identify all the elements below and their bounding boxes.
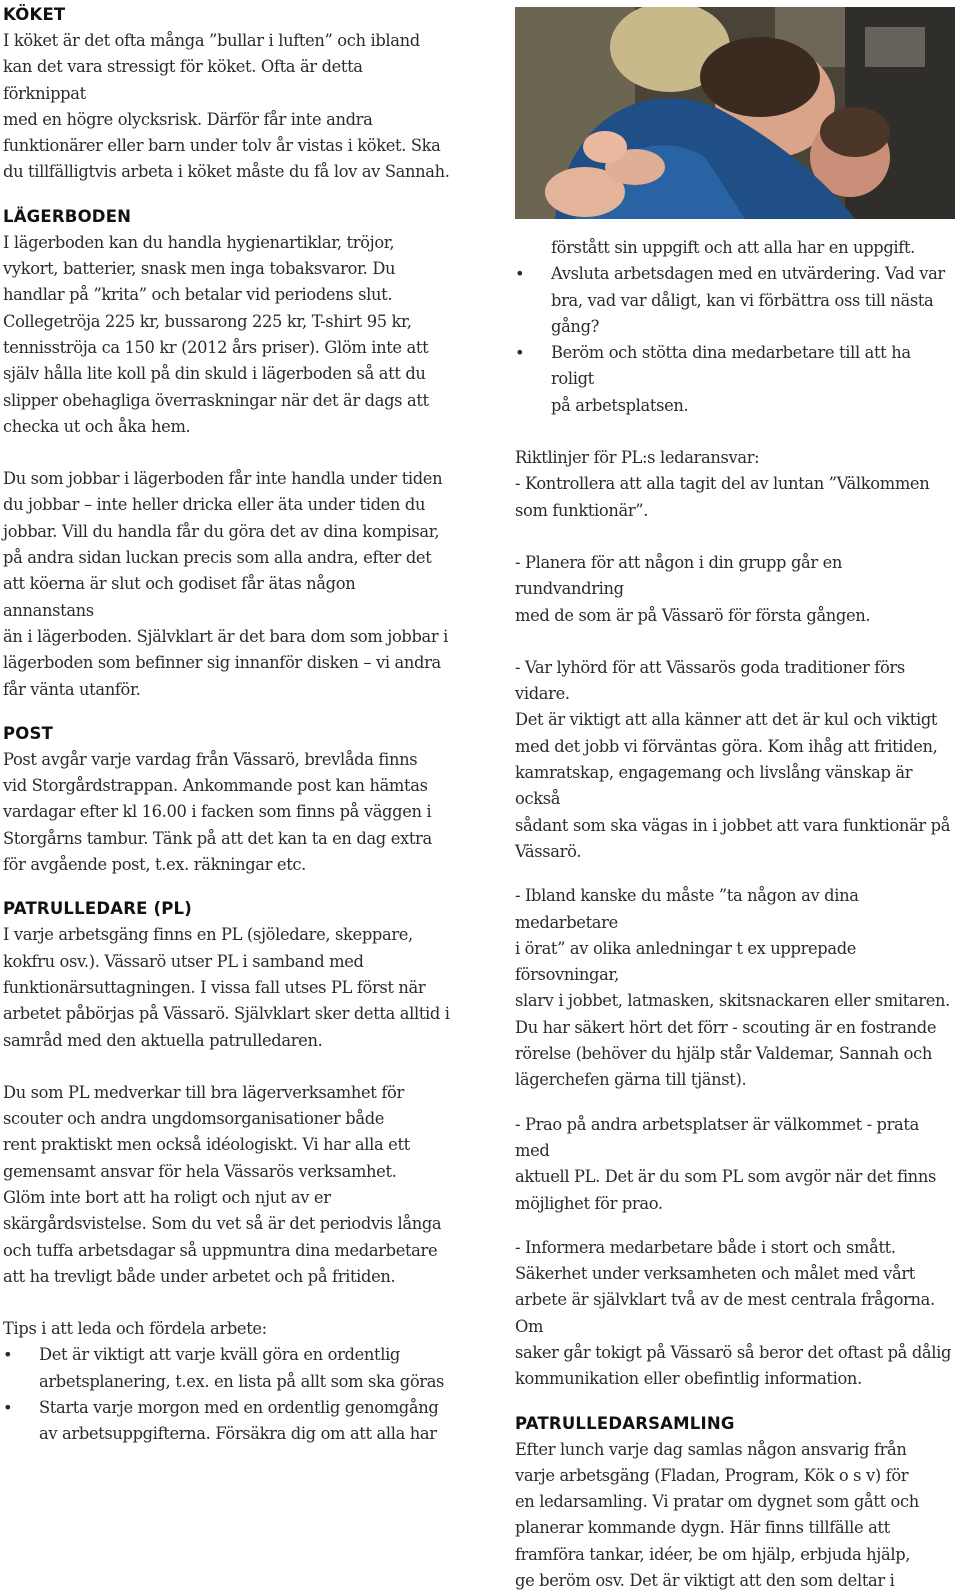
text-line: på arbetsplatsen.	[551, 395, 689, 415]
text-line: lägerchefen gärna till tjänst).	[515, 1070, 747, 1090]
text-line: - Informera medarbetare både i stort och smått.	[515, 1237, 896, 1257]
text-line: på andra sidan luckan precis som alla andra, efter det	[3, 548, 432, 568]
text-line: Det är viktigt att varje kväll göra en ordentlig	[39, 1345, 401, 1365]
koket-paragraph	[3, 28, 450, 186]
text-line: möjlighet för prao.	[515, 1193, 663, 1213]
text-line: Det är viktigt att alla känner att det är kul och viktigt	[515, 710, 938, 730]
text-line: funktionärsuttagningen. I vissa fall utses PL först när	[3, 977, 426, 997]
text-line: att köerna är slut och godiset får ätas någon annanstans	[3, 574, 356, 620]
text-line: i örat” av olika anledningar t ex upprepade försovningar,	[515, 938, 857, 985]
text-line: rent praktiskt men också idéologiskt. Vi har alla ett	[3, 1135, 410, 1155]
text-line: scouter och andra ungdomsorganisationer både	[3, 1109, 385, 1129]
text-line: arbete är självklart två av de mest centrala frågorna. Om	[515, 1290, 935, 1336]
text-line: handlar på ”krita” och betalar vid periodens slut.	[3, 285, 393, 305]
text-line: du tillfälligtvis arbeta i köket måste du få lov av Sannah.	[3, 162, 450, 182]
tips-list-continued	[515, 261, 955, 419]
text-line: Avsluta arbetsdagen med en utvärdering. Vad var	[551, 264, 945, 284]
text-line: för avgående post, t.ex. räkningar etc.	[3, 855, 306, 875]
text-line: - Prao på andra arbetsplatser är välkommet - prata med	[515, 1114, 919, 1160]
list-item	[515, 261, 955, 340]
hug-photo	[515, 7, 955, 219]
text-line: sådant som ska vägas in i jobbet att vara funktionär på	[515, 815, 951, 835]
text-line: Beröm och stötta dina medarbetare till att ha roligt	[551, 343, 911, 389]
text-line: Du har säkert hört det förr - scouting är en fostrande	[515, 1017, 937, 1037]
text-line: Efter lunch varje dag samlas någon ansvarig från	[515, 1439, 907, 1459]
text-line: - Var lyhörd för att Vässarös goda traditioner förs vidare.	[515, 657, 905, 704]
text-line: jobbar. Vill du handla får du göra det av dina kompisar,	[3, 521, 440, 541]
patrulledare-paragraph-1	[3, 922, 450, 1053]
continued-bullet-line: förstått sin uppgift och att alla har en uppgift.	[551, 238, 915, 257]
list-item	[3, 1342, 450, 1395]
list-item	[3, 1395, 450, 1448]
text-line: lägerboden som befinner sig innanför disken – vi andra	[3, 653, 441, 673]
text-line: - Planera för att någon i din grupp går en rundvandring	[515, 552, 843, 599]
text-line: med en högre olycksrisk. Därför får inte andra	[3, 109, 373, 129]
text-line: I lägerboden kan du handla hygienartiklar, tröjor,	[3, 232, 395, 252]
lagerboden-paragraph-1	[3, 230, 450, 440]
patrulledarsamling-paragraph	[515, 1437, 955, 1594]
list-item	[515, 340, 955, 419]
text-line: vid Storgårdstrappan. Ankommande post kan hämtas	[3, 776, 428, 796]
bullet-icon: •	[515, 264, 525, 284]
text-line: Riktlinjer för PL:s ledaransvar:	[515, 448, 760, 468]
text-line: vardagar efter kl 16.00 i facken som finns på väggen i	[3, 802, 432, 822]
text-line: att ha trevligt både under arbetet och på fritiden.	[3, 1266, 396, 1286]
text-line: Säkerhet under verksamheten och målet med vårt	[515, 1264, 916, 1284]
informera-paragraph	[515, 1235, 955, 1393]
text-line: I varje arbetsgäng finns en PL (sjöledare, skeppare,	[3, 925, 413, 945]
riktlinjer-paragraph	[515, 445, 955, 524]
tips-list	[3, 1342, 450, 1447]
text-line: checka ut och åka hem.	[3, 416, 191, 436]
text-line: aktuell PL. Det är du som PL som avgör när det finns	[515, 1167, 936, 1187]
planera-paragraph	[515, 550, 955, 629]
heading-post: POST	[3, 723, 54, 743]
text-line: skärgårdsvistelse. Som du vet så är det periodvis långa	[3, 1214, 442, 1234]
bullet-icon: •	[3, 1398, 13, 1418]
text-line: en ledarsamling. Vi pratar om dygnet som gått och	[515, 1492, 919, 1512]
text-line: funktionärer eller barn under tolv år vistas i köket. Ska	[3, 136, 441, 156]
hug-photo-illustration	[515, 7, 955, 219]
text-line: kan det vara stressigt för köket. Ofta är detta förknippat	[3, 57, 363, 103]
lyhord-paragraph	[515, 655, 955, 865]
text-line: planerar kommande dygn. Här finns tillfälle att	[515, 1518, 890, 1538]
text-line: samråd med den aktuella patrulledaren.	[3, 1030, 323, 1050]
text-line: själv hålla lite koll på din skuld i lägerboden så att du	[3, 364, 426, 384]
text-line: tennisströja ca 150 kr (2012 års priser). Glöm inte att	[3, 337, 429, 357]
text-line: saker går tokigt på Vässarö så beror det oftast på dålig	[515, 1342, 952, 1362]
text-line: bra, vad var dåligt, kan vi förbättra oss till nästa	[551, 290, 934, 310]
bullet-icon: •	[515, 343, 525, 363]
text-line: I köket är det ofta många ”bullar i luften” och ibland	[3, 31, 420, 50]
text-line: varje arbetsgäng (Fladan, Program, Kök o s v) för	[515, 1465, 909, 1485]
text-line: ge beröm osv. Det är viktigt att den som deltar i	[515, 1571, 895, 1591]
text-line: och tuffa arbetsdagar så uppmuntra dina medarbetare	[3, 1240, 438, 1260]
text-line: som funktionär”.	[515, 500, 649, 520]
text-line: slipper obehagliga överraskningar när det är dags att	[3, 390, 429, 410]
text-line: gång?	[551, 316, 600, 336]
text-line: kokfru osv.). Vässarö utser PL i samband med	[3, 951, 364, 971]
text-line: med de som är på Vässarö för första gången.	[515, 605, 871, 625]
text-line: med det jobb vi förväntas göra. Kom ihåg att fritiden,	[515, 736, 938, 756]
text-line: kommunikation eller obefintlig information.	[515, 1369, 862, 1389]
post-paragraph	[3, 747, 450, 878]
heading-koket: KÖKET	[3, 5, 66, 24]
text-line: Collegetröja 225 kr, bussarong 225 kr, T-shirt 95 kr,	[3, 311, 412, 331]
text-line: Storgårns tambur. Tänk på att det kan ta en dag extra	[3, 828, 432, 848]
text-line: Post avgår varje vardag från Vässarö, brevlåda finns	[3, 749, 418, 769]
heading-lagerboden: LÄGERBODEN	[3, 206, 132, 226]
text-line: du jobbar – inte heller dricka eller äta under tiden du	[3, 495, 426, 515]
text-line: - Kontrollera att alla tagit del av luntan ”Välkommen	[515, 474, 930, 494]
right-column	[515, 235, 955, 1594]
text-line: arbetsplanering, t.ex. en lista på allt som ska göras	[39, 1371, 445, 1391]
lagerboden-paragraph-2	[3, 466, 450, 703]
text-line: kamratskap, engagemang och livslång vänskap är också	[515, 763, 913, 809]
left-column	[3, 2, 450, 1448]
text-line: Starta varje morgon med en ordentlig genomgång	[39, 1398, 439, 1418]
iband-paragraph	[515, 883, 955, 1093]
heading-patrulledarsamling: PATRULLEDARSAMLING	[515, 1413, 735, 1433]
text-line: arbetet påbörjas på Vässarö. Självklart sker detta alltid i	[3, 1004, 450, 1024]
tips-intro: Tips i att leda och fördela arbete:	[3, 1319, 267, 1339]
bullet-icon: •	[3, 1345, 13, 1365]
text-line: - Ibland kanske du måste ”ta någon av dina medarbetare	[515, 886, 859, 932]
text-line: slarv i jobbet, latmasken, skitsnackaren eller smitaren.	[515, 991, 950, 1011]
text-line: Vässarö.	[515, 841, 582, 861]
text-line: gemensamt ansvar för hela Vässarös verksamhet.	[3, 1161, 397, 1181]
text-line: Du som jobbar i lägerboden får inte handla under tiden	[3, 469, 443, 489]
text-line: av arbetsuppgifterna. Försäkra dig om att alla har	[39, 1424, 437, 1444]
patrulledare-paragraph-2	[3, 1080, 450, 1290]
text-line: Du som PL medverkar till bra lägerverksamhet för	[3, 1082, 404, 1102]
text-line: Glöm inte bort att ha roligt och njut av er	[3, 1187, 331, 1207]
text-line: får vänta utanför.	[3, 679, 141, 699]
text-line: framföra tankar, idéer, be om hjälp, erbjuda hjälp,	[515, 1544, 911, 1564]
prao-paragraph	[515, 1112, 955, 1217]
text-line: rörelse (behöver du hjälp står Valdemar, Sannah och	[515, 1044, 933, 1064]
text-line: än i lägerboden. Självklart är det bara dom som jobbar i	[3, 626, 449, 646]
text-line: vykort, batterier, snask men inga tobaksvaror. Du	[3, 259, 396, 279]
heading-patrulledare: PATRULLEDARE (PL)	[3, 899, 193, 919]
